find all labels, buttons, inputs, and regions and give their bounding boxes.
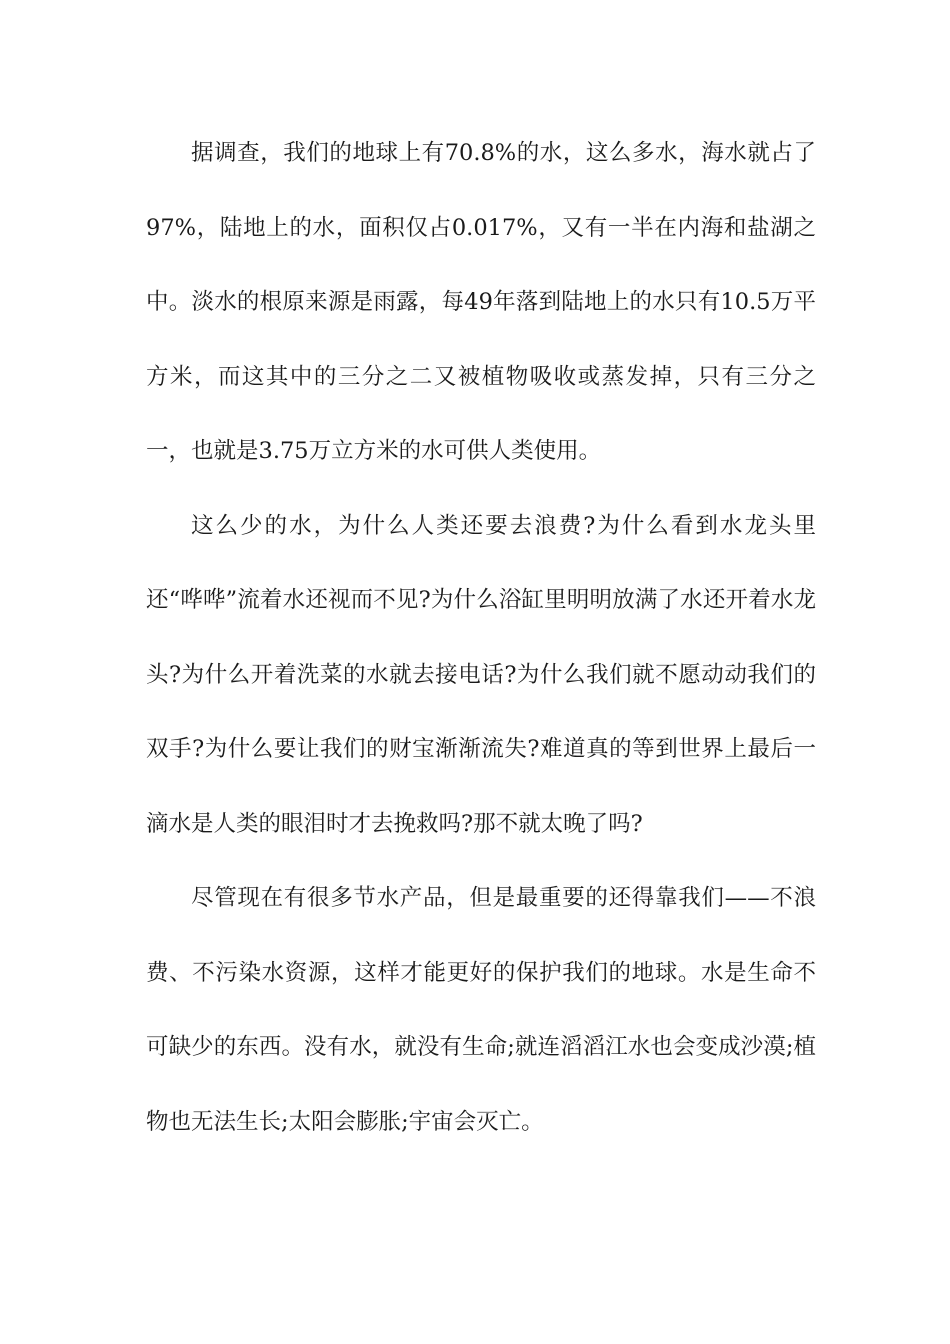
paragraph-why-waste: 这么少的水，为什么人类还要去浪费?为什么看到水龙头里还“哗哗”流着水还视而不见?为什么浴缸里明明放满了水还开着水龙头?为什么开着洗菜的水就去接电话?为什么我们就不愿动动我们的双手?为什么要让我们的财宝渐渐流失?难道真的等到世界上最后一滴水是人类的眼泪时才去挽救吗?那不就太晚了吗? (146, 512, 816, 837)
paragraph-protect-water: 尽管现在有很多节水产品，但是最重要的还得靠我们——不浪费、不污染水资源，这样才能更好的保护我们的地球。水是生命不可缺少的东西。没有水，就没有生命;就连滔滔江水也会变成沙漠;植物也无法生长;太阳会膨胀;宇宙会灭亡。 (146, 885, 816, 1135)
paragraph-water-statistics: 据调查，我们的地球上有70.8%的水，这么多水，海水就占了97%，陆地上的水，面积仅占0.017%，又有一半在内海和盐湖之中。淡水的根原来源是雨露，每49年落到陆地上的水只有10.5万平方米，而这其中的三分之二又被植物吸收或蒸发掉，只有三分之一，也就是3.75万立方米的水可供人类使用。 (146, 140, 816, 464)
document-page (146, 116, 816, 1159)
